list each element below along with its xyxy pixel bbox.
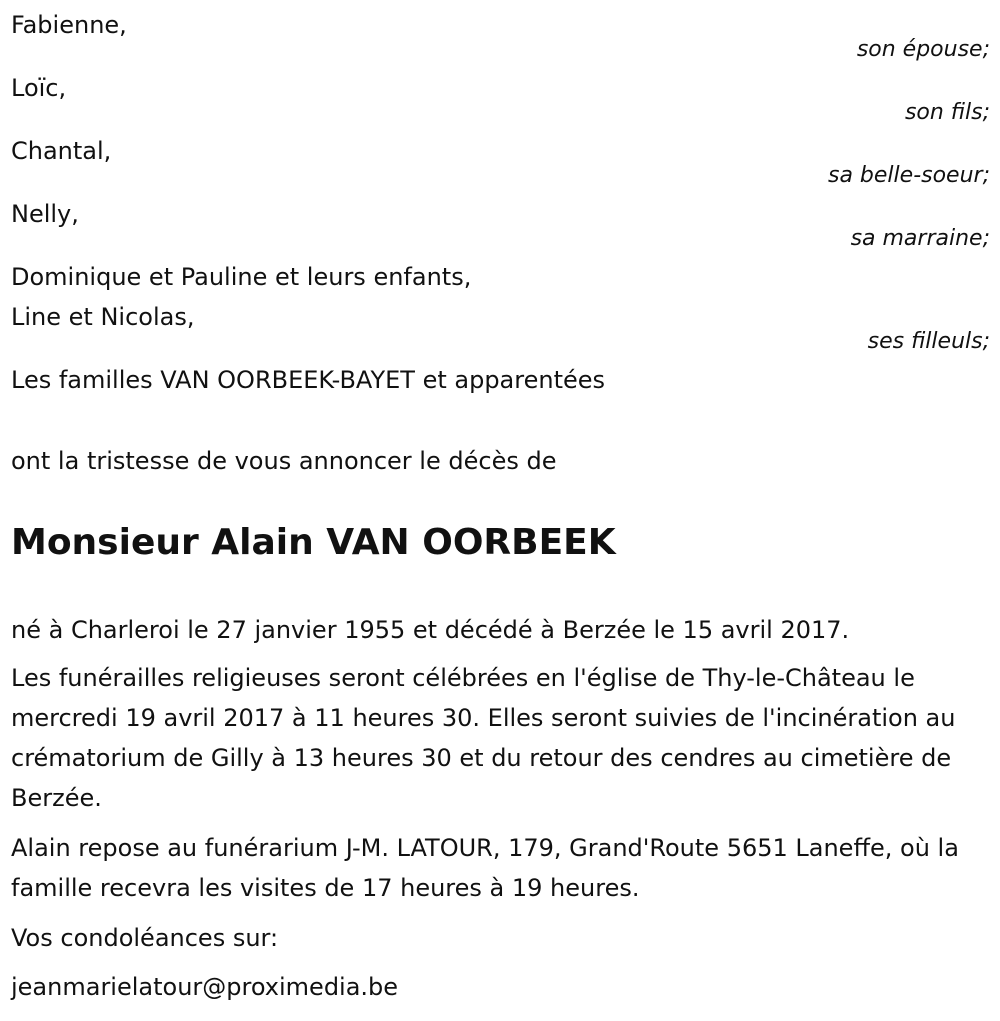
- funeral-text: Les funérailles religieuses seront célébrées en l'église de Thy-le-Château le mercredi 19 avril 2017 à 11 heures 30. Elles seront suivies de l'incinération au crématorium de Gilly à 13 heures 30 et du retour des cendres au cimetière de Berzée.: [11, 664, 956, 812]
- condolences-email[interactable]: jeanmarielatour@proximedia.be: [11, 973, 399, 1001]
- family-role-epouse: son épouse;: [856, 37, 990, 62]
- godchildren-line-1: Dominique et Pauline et leurs enfants,: [11, 263, 472, 291]
- families-line: Les familles VAN OORBEEK-BAYET et apparentées: [11, 366, 606, 394]
- family-name-fabienne: Fabienne,: [11, 11, 127, 39]
- rest-text: Alain repose au funérarium J-M. LATOUR, 179, Grand'Route 5651 Laneffe, où la famille recevra les visites de 17 heures à 19 heures.: [11, 834, 959, 902]
- family-name-chantal: Chantal,: [11, 137, 112, 165]
- family-role-fils: son fils;: [904, 100, 990, 125]
- family-role-filleuls: ses filleuls;: [867, 329, 990, 354]
- family-name-nelly: Nelly,: [11, 200, 79, 228]
- announcement-intro: ont la tristesse de vous annoncer le décès de: [11, 447, 557, 475]
- birth-death-text: né à Charleroi le 27 janvier 1955 et décédé à Berzée le 15 avril 2017.: [11, 616, 850, 644]
- godchildren-line-2: Line et Nicolas,: [11, 303, 195, 331]
- family-name-loic: Loïc,: [11, 74, 67, 102]
- family-role-marraine: sa marraine;: [850, 226, 990, 251]
- deceased-name: Monsieur Alain VAN OORBEEK: [11, 522, 616, 563]
- condolences-label: Vos condoléances sur:: [11, 924, 279, 952]
- family-role-belle-soeur: sa belle-soeur;: [828, 163, 990, 188]
